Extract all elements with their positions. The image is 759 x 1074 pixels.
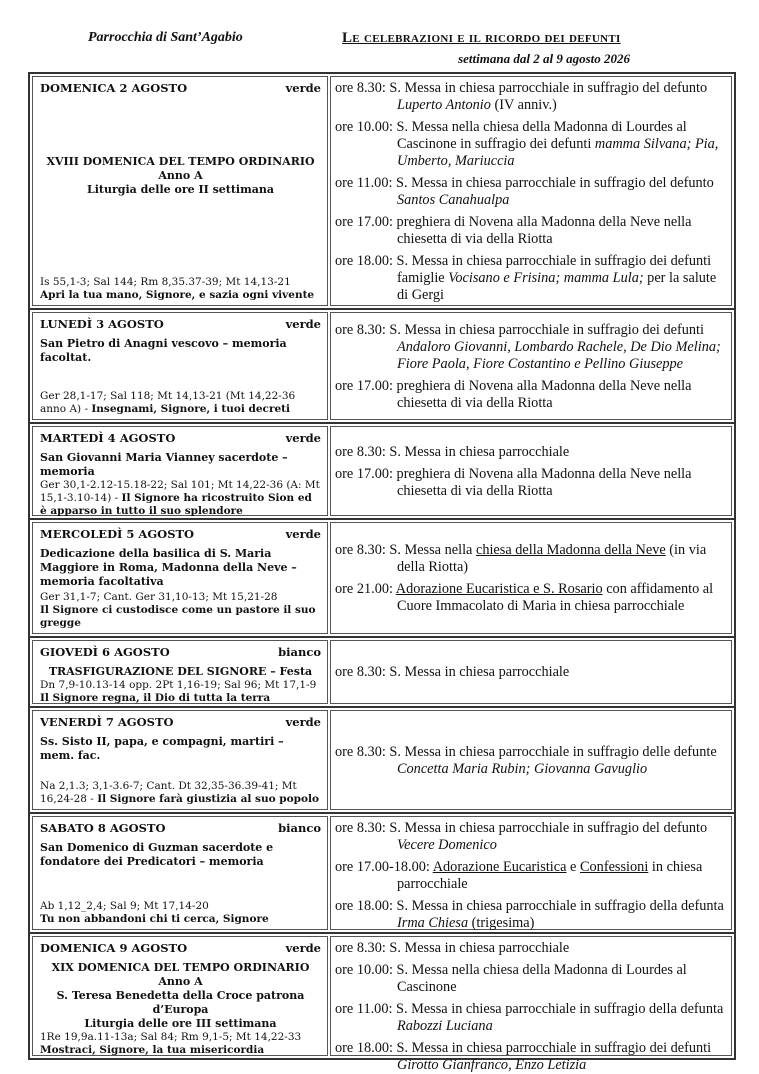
celebration-note: per la salute di Gergi	[397, 270, 717, 303]
celebration-time: ore 11.00:	[335, 175, 393, 191]
celebration-text: preghiera di Novena alla Madonna della Neve nella chiesetta di via della Riotta	[392, 214, 692, 247]
deceased-names: Santos Canahualpa	[397, 192, 510, 208]
deceased-names: mamma Silvana; Pia, Umberto, Mariuccia	[397, 136, 719, 169]
page-title: Le celebrazioni e il ricordo dei defunti	[342, 30, 621, 46]
day-name: SABATO 8 AGOSTO	[40, 821, 166, 835]
readings	[40, 679, 321, 705]
celebrations-list	[335, 526, 727, 631]
page-subtitle: settimana dal 2 al 9 agosto 2026	[458, 51, 630, 66]
liturgy-cell	[32, 426, 328, 516]
readings	[40, 780, 321, 806]
celebration-entry	[335, 1040, 727, 1074]
deceased-names: Vocisano e Frisina; mamma Lula;	[448, 270, 644, 286]
celebration-time: ore 18.00:	[335, 1040, 393, 1056]
celebration-text: con affidamento al Cuore Immacolato di Maria in chiesa parrocchiale	[397, 581, 714, 614]
description-line: San Domenico di Guzman sacerdote e fondatore dei Predicatori – memoria	[40, 841, 274, 868]
liturgical-color: verde	[285, 431, 321, 445]
celebration-note: (IV anniv.)	[490, 97, 557, 113]
readings-references: Ger 28,1-17; Sal 118; Mt 14,13-21 (Mt 14,22-36 anno A) -	[40, 390, 296, 415]
day-row	[30, 74, 734, 310]
celebration-entry	[335, 80, 727, 114]
description-line: Ss. Sisto II, papa, e compagni, martiri – mem. fac.	[40, 735, 284, 762]
psalm-response: Apri la tua mano, Signore, e sazia ogni vivente	[40, 289, 315, 301]
day-row	[30, 424, 734, 520]
liturgy-description	[40, 841, 321, 869]
celebration-text: S. Messa in chiesa parrocchiale in suffragio dei defunti famiglie	[392, 253, 712, 286]
celebration-time: ore 8.30:	[335, 321, 386, 338]
celebration-text: S. Messa in chiesa parrocchiale in suffragio della defunta	[392, 898, 724, 914]
day-header	[40, 527, 321, 541]
celebration-time: ore 10.00:	[335, 962, 393, 978]
underlined-text: chiesa della Madonna della Neve	[475, 542, 666, 558]
day-name: VENERDÌ 7 AGOSTO	[40, 715, 174, 729]
liturgical-color: verde	[285, 81, 321, 95]
liturgical-color: verde	[285, 317, 321, 331]
description-line: San Giovanni Maria Vianney sacerdote – memoria	[40, 451, 288, 478]
celebrations-cell	[330, 312, 732, 420]
celebration-time: ore 8.30:	[335, 80, 386, 96]
psalm-response: Il Signore farà giustizia al suo popolo	[97, 793, 319, 805]
celebration-text: S. Messa in chiesa parrocchiale	[385, 940, 570, 956]
celebration-text: (in via della Riotta)	[397, 542, 707, 575]
liturgy-description	[40, 665, 321, 679]
liturgy-description	[40, 735, 321, 763]
celebrations-cell	[330, 710, 732, 810]
liturgy-description	[40, 961, 321, 1031]
celebration-time: ore 8.30:	[335, 940, 386, 956]
celebration-text: preghiera di Novena alla Madonna della Neve nella chiesetta di via della Riotta	[392, 465, 692, 499]
deceased-names: Vecere Domenico	[397, 837, 497, 853]
celebration-text: S. Messa in chiesa parrocchiale in suffragio del defunto	[385, 820, 708, 836]
celebration-text: S. Messa in chiesa parrocchiale	[385, 664, 570, 680]
day-header	[40, 715, 321, 729]
readings-references: Is 55,1-3; Sal 144; Rm 8,35.37-39; Mt 14,13-21	[40, 276, 291, 288]
celebration-entry	[335, 378, 727, 412]
celebrations-cell	[330, 522, 732, 634]
schedule-table	[28, 72, 736, 1073]
celebration-entry	[335, 322, 727, 373]
celebration-entry	[335, 664, 727, 681]
psalm-response: Il Signore ci custodisce come un pastore il suo gregge	[40, 604, 316, 629]
celebration-text: S. Messa in chiesa parrocchiale in suffragio della defunta	[392, 1001, 724, 1017]
celebration-text: S. Messa nella chiesa della Madonna di Lourdes al Cascinone in suffragio dei defunti	[392, 119, 687, 152]
liturgical-color: verde	[285, 941, 321, 955]
celebration-entry	[335, 859, 727, 893]
celebrations-list	[335, 316, 727, 417]
psalm-response: Mostraci, Signore, la tua misericordia	[40, 1044, 265, 1056]
celebration-entry	[335, 581, 727, 615]
celebrations-list	[335, 644, 727, 701]
celebration-time: ore 17.00:	[335, 465, 393, 482]
celebrations-list	[335, 430, 727, 513]
liturgical-color: bianco	[278, 645, 321, 659]
day-row	[30, 638, 734, 708]
day-header	[40, 81, 321, 95]
description-line: Liturgia delle ore III settimana	[84, 1017, 277, 1030]
description-line: Dedicazione della basilica di S. Maria Maggiore in Roma, Madonna della Neve – memoria facoltativa	[40, 547, 297, 588]
celebration-time: ore 8.30:	[335, 664, 386, 680]
description-line: XIX DOMENICA DEL TEMPO ORDINARIO	[51, 961, 310, 974]
celebration-entry	[335, 820, 727, 854]
day-row	[30, 814, 734, 934]
celebration-time: ore 11.00:	[335, 1001, 393, 1017]
day-name: GIOVEDÌ 6 AGOSTO	[40, 645, 170, 659]
day-row	[30, 708, 734, 814]
celebration-time: ore 8.30:	[335, 743, 386, 760]
celebration-time: ore 17.00-18.00:	[335, 859, 430, 875]
liturgy-cell	[32, 816, 328, 930]
readings-references: Dn 7,9-10.13-14 opp. 2Pt 1,16-19; Sal 96; Mt 17,1-9	[40, 679, 317, 691]
page-header	[0, 30, 759, 70]
celebrations-list	[335, 820, 727, 932]
celebration-text: S. Messa in chiesa parrocchiale in suffragio dei defunti	[385, 321, 704, 338]
day-name: LUNEDÌ 3 AGOSTO	[40, 317, 164, 331]
celebration-text: preghiera di Novena alla Madonna della Neve nella chiesetta di via della Riotta	[392, 377, 692, 411]
celebration-text: S. Messa in chiesa parrocchiale	[385, 443, 570, 460]
day-name: MARTEDÌ 4 AGOSTO	[40, 431, 176, 445]
liturgy-description	[40, 451, 321, 479]
celebration-text: S. Messa in chiesa parrocchiale in suffragio delle defunte	[385, 743, 717, 760]
liturgy-description	[40, 337, 321, 365]
celebration-text: e	[566, 859, 580, 875]
liturgy-cell	[32, 710, 328, 810]
description-line: XVIII DOMENICA DEL TEMPO ORDINARIO	[46, 155, 315, 168]
celebration-note: (trigesima)	[468, 915, 535, 931]
liturgy-cell	[32, 76, 328, 306]
celebration-entry	[335, 214, 727, 248]
celebration-text: in chiesa parrocchiale	[397, 859, 703, 892]
readings-references: Ab 1,12_2,4; Sal 9; Mt 17,14-20	[40, 900, 209, 912]
celebration-entry	[335, 898, 727, 932]
day-header	[40, 941, 321, 955]
celebration-entry	[335, 542, 727, 576]
celebration-entry	[335, 466, 727, 500]
celebration-text: S. Messa in chiesa parrocchiale in suffragio del defunto	[385, 80, 708, 96]
liturgy-description	[40, 155, 321, 197]
day-header	[40, 317, 321, 331]
psalm-response: Il Signore regna, il Dio di tutta la terra	[40, 692, 271, 704]
day-name: MERCOLEDÌ 5 AGOSTO	[40, 527, 195, 541]
celebration-time: ore 8.30:	[335, 542, 386, 558]
celebration-entry	[335, 744, 727, 778]
celebration-text: S. Messa nella chiesa della Madonna di Lourdes al Cascinone	[392, 962, 687, 995]
celebrations-list	[335, 940, 727, 1074]
readings-references: Na 2,1.3; 3,1-3.6-7; Cant. Dt 32,35-36.39-41; Mt 16,24-28 -	[40, 780, 297, 805]
deceased-names: Concetta Maria Rubin; Giovanna Gavuglio	[397, 760, 648, 777]
readings	[40, 900, 321, 926]
deceased-names: Luperto Antonio	[397, 97, 491, 113]
celebration-time: ore 10.00:	[335, 119, 393, 135]
readings	[40, 479, 321, 518]
liturgical-color: bianco	[278, 821, 321, 835]
day-row	[30, 310, 734, 424]
day-row	[30, 934, 734, 1073]
psalm-response: Insegnami, Signore, i tuoi decreti	[91, 403, 291, 415]
celebration-time: ore 18.00:	[335, 898, 393, 914]
celebrations-cell	[330, 816, 732, 930]
liturgy-cell	[32, 936, 328, 1056]
celebration-time: ore 8.30:	[335, 820, 386, 836]
celebration-entry	[335, 119, 727, 170]
celebration-entry	[335, 253, 727, 304]
description-line: TRASFIGURAZIONE DEL SIGNORE – Festa	[48, 665, 313, 678]
celebration-entry	[335, 175, 727, 209]
parish-name: Parrocchia di Sant’Agabio	[88, 30, 243, 45]
underlined-text: Adorazione Eucaristica	[432, 859, 567, 875]
day-header	[40, 431, 321, 445]
celebration-entry	[335, 444, 727, 461]
readings-references: Ger 31,1-7; Cant. Ger 31,10-13; Mt 15,21-28	[40, 591, 278, 603]
description-line: S. Teresa Benedetta della Croce patrona d’Europa	[56, 989, 305, 1016]
celebrations-cell	[330, 76, 732, 306]
readings	[40, 276, 321, 302]
underlined-text: Adorazione Eucaristica e S. Rosario	[395, 581, 603, 597]
celebration-time: ore 8.30:	[335, 443, 386, 460]
readings	[40, 1031, 321, 1057]
psalm-response: Il Signore ha ricostruito Sion ed è apparso in tutto il suo splendore	[40, 492, 312, 517]
day-name: DOMENICA 9 AGOSTO	[40, 941, 188, 955]
liturgy-cell	[32, 312, 328, 420]
readings	[40, 591, 321, 630]
liturgy-cell	[32, 522, 328, 634]
celebration-time: ore 18.00:	[335, 253, 393, 269]
liturgy-cell	[32, 640, 328, 704]
celebration-text: S. Messa in chiesa parrocchiale in suffragio del defunto	[392, 175, 714, 191]
description-line: Liturgia delle ore II settimana	[87, 183, 274, 196]
description-line: Anno A	[158, 169, 203, 182]
celebration-time: ore 17.00:	[335, 214, 393, 230]
celebration-entry	[335, 940, 727, 957]
day-header	[40, 821, 321, 835]
readings	[40, 390, 321, 416]
celebration-text: S. Messa nella	[385, 542, 476, 558]
celebration-time: ore 21.00:	[335, 581, 393, 597]
celebrations-list	[335, 714, 727, 807]
deceased-names: Irma Chiesa	[397, 915, 469, 931]
celebration-entry	[335, 962, 727, 996]
readings-references: 1Re 19,9a.11-13a; Sal 84; Rm 9,1-5; Mt 14,22-33	[40, 1031, 302, 1043]
celebration-text: S. Messa in chiesa parrocchiale in suffragio dei defunti	[392, 1040, 712, 1056]
liturgical-color: verde	[285, 527, 321, 541]
celebration-time: ore 17.00:	[335, 377, 393, 394]
underlined-text: Confessioni	[579, 859, 649, 875]
deceased-names: Rabozzi Luciana	[397, 1018, 493, 1034]
day-name: DOMENICA 2 AGOSTO	[40, 81, 188, 95]
psalm-response: Tu non abbandoni chi ti cerca, Signore	[40, 913, 269, 925]
celebrations-cell	[330, 936, 732, 1073]
day-row	[30, 520, 734, 638]
description-line: Anno A	[158, 975, 203, 988]
celebration-entry	[335, 1001, 727, 1035]
description-line: San Pietro di Anagni vescovo – memoria facoltat.	[40, 337, 287, 364]
celebrations-cell	[330, 640, 732, 704]
celebrations-cell	[330, 426, 732, 516]
day-header	[40, 645, 321, 659]
liturgical-color: verde	[285, 715, 321, 729]
deceased-names: Andaloro Giovanni, Lombardo Rachele, De Dio Melina; Fiore Paola, Fiore Costantino e Pellino Giuseppe	[397, 338, 721, 372]
deceased-names: Girotto Gianfranco, Enzo Letizia	[397, 1057, 587, 1073]
liturgy-description	[40, 547, 321, 589]
celebrations-list	[335, 80, 727, 304]
readings-references: Ger 30,1-2.12-15.18-22; Sal 101; Mt 14,22-36 (A: Mt 15,1-3.10-14) -	[40, 479, 320, 504]
